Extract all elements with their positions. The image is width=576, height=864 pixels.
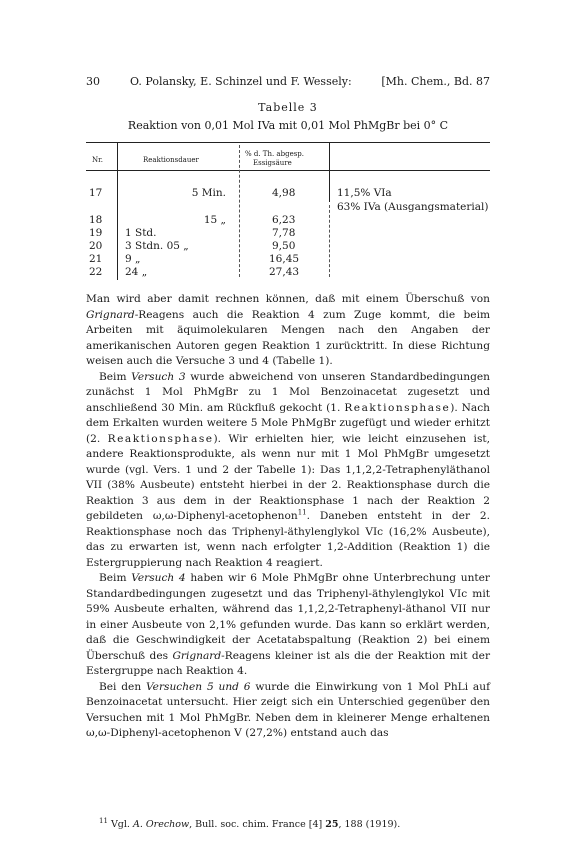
- table-cell-nr: 22: [89, 266, 103, 278]
- header-journal: [Mh. Chem., Bd. 87: [381, 75, 490, 88]
- table-cell-nr: 17: [89, 187, 103, 199]
- text-run: Grignard: [172, 649, 222, 662]
- table-remark: 11,5% VIa: [337, 187, 392, 199]
- table-header-dauer: Reaktionsdauer: [143, 156, 199, 164]
- table-cell-dauer: 1 Std.: [125, 227, 157, 239]
- text-run: Versuchen 5 und 6: [146, 680, 251, 693]
- table-cell-value: 27,43: [269, 266, 300, 278]
- text-run: , 188 (1919).: [338, 819, 401, 830]
- table-top-rule: [86, 142, 490, 143]
- footnote: [99, 816, 401, 830]
- table-cell-dauer: 9 „: [125, 253, 141, 265]
- text-run: wurde die Einwirkung von 1 Mol PhLi auf Benzoinacetat untersucht. Hier zeigt sich ein Unterschied gegenüber den Versuchen mit 1 Mol PhMgBr. Neben dem in kleinerer Menge erhaltenen ω,ω-Diphenyl-acetophenon V (27,2%) entstand auch das: [86, 680, 490, 739]
- table-header-yield: Essigsäure: [253, 159, 292, 167]
- text-run: wurde abweichend von unseren Standardbedingungen zunächst 1 Mol PhMgBr zu 1 Mol Benzoinacetat zugesetzt und anschließend 30 Min. am Rückfluß gekocht (1.: [86, 370, 490, 414]
- table-cell-value: 4,98: [272, 187, 296, 199]
- body-text: [86, 292, 490, 742]
- paragraph: [86, 680, 490, 742]
- table-header-nr: Nr.: [92, 156, 103, 164]
- text-run: Versuch 4: [131, 572, 186, 584]
- footnote-mark: 11: [99, 816, 108, 825]
- table-cell-nr: 19: [89, 227, 103, 239]
- table-cell-value: 7,78: [272, 227, 296, 239]
- table-cell-value: 6,23: [272, 214, 296, 226]
- paragraph: [86, 571, 490, 680]
- paragraph: [86, 292, 490, 370]
- text-run: Versuch 3: [131, 370, 186, 383]
- text-run: Bei den: [99, 680, 146, 693]
- table-header-yield: % d. Th. abgesp.: [245, 150, 305, 158]
- text-run: Beim: [99, 572, 132, 584]
- text-run: haben wir 6 Mole PhMgBr ohne Unterbrechung unter Standardbedingungen zugesetzt und das Triphenyl-äthylenglykol VIc mit 59% Ausbeute erhalten, während das 1,1,2,2-Tetraphenyl-äthanol VII nur in einer Ausbeute von 2,1% gefunden wurde. Das kann so erklärt werden, daß die Geschwindigkeit der Acetatabspaltung (Reaktion 2) bei einem Überschuß des: [86, 572, 490, 662]
- table-column-rule: [329, 205, 330, 277]
- table-remark: 63% IVa (Ausgangsmaterial): [337, 201, 489, 213]
- table-cell-nr: 18: [89, 214, 103, 226]
- text-run: Beim: [99, 370, 132, 383]
- page-number: 30: [86, 75, 100, 88]
- table-column-rule: [117, 142, 118, 280]
- text-run: A. Orechow: [132, 819, 190, 830]
- text-run: ). Wir erhielten hier, wie leicht einzusehen ist, andere Reaktionsprodukte, als wenn nur mit 1 Mol PhMgBr umgesetzt wurde (vgl. Vers. 1 und 2 der Tabelle 1): Das 1,1,2,2-Tetraphenyläthanol VII (38% Ausbeute) entsteht hierbei in der 2. Reaktionsphase durch die Reaktion 3 aus dem in der Reaktionsphase 1 nach der Reaktion 2 gebildeten ω,ω-Diphenyl-acetophenon: [86, 432, 491, 522]
- table-cell-dauer: 15 „: [203, 214, 226, 226]
- table-cell-dauer: 24 „: [125, 266, 148, 278]
- table-column-rule: [329, 142, 330, 202]
- text-run: Man wird aber damit rechnen können, daß mit einem Überschuß von: [86, 293, 490, 305]
- table-header-rule: [86, 170, 490, 171]
- table-cell-dauer: 3 Stdn. 05 „: [125, 240, 189, 252]
- table-cell-nr: 20: [89, 240, 103, 252]
- text-run: . Daneben entsteht in der 2. Reaktionsphase noch das Triphenyl-äthylenglykol VIc (16,2% Ausbeute), das zu erwarten ist, wenn nach erfolgter 1,2-Addition (Reaktion 1) die Estergruppierung nach Reaktion 4 reagiert.: [86, 510, 490, 569]
- table-subcaption: Reaktion von 0,01 Mol IVa mit 0,01 Mol PhMgBr bei 0° C: [127, 119, 449, 132]
- table-column-rule: [239, 145, 240, 277]
- text-run: ). Nach dem Erkalten wurden weitere 5 Mole PhMgBr zugefügt und wieder erhitzt (2.: [86, 401, 490, 445]
- text-run: Vgl.: [107, 819, 133, 830]
- table-cell-dauer: 5 Min.: [191, 187, 226, 199]
- text-run: , Bull. soc. chim. France [4]: [189, 819, 326, 830]
- text-run: 25: [325, 819, 339, 830]
- header-authors: O. Polansky, E. Schinzel und F. Wessely:: [130, 75, 352, 88]
- footnote-ref: 11: [297, 508, 307, 517]
- text-run: Reaktionsphase: [107, 432, 214, 445]
- table-cell-nr: 21: [89, 253, 103, 265]
- table-caption: Tabelle 3: [258, 101, 318, 114]
- text-run: Reaktionsphase: [344, 401, 451, 414]
- text-run: -Reagens auch die Reaktion 4 zum Zuge kommt, die beim Arbeiten mit äquimolekularen Mengen nach den Angaben der amerikanischen Autoren gegen Reaktion 1 zurücktritt. In diese Richtung weisen auch die Versuche 3 und 4 (Tabelle 1).: [86, 308, 490, 367]
- table-cell-value: 16,45: [269, 253, 300, 265]
- text-run: Grignard: [86, 308, 135, 321]
- table-cell-value: 9,50: [272, 240, 296, 252]
- paragraph: [86, 370, 490, 572]
- text-run: -Reagens kleiner ist als die der Reaktion mit der Estergruppe nach Reaktion 4.: [86, 649, 491, 677]
